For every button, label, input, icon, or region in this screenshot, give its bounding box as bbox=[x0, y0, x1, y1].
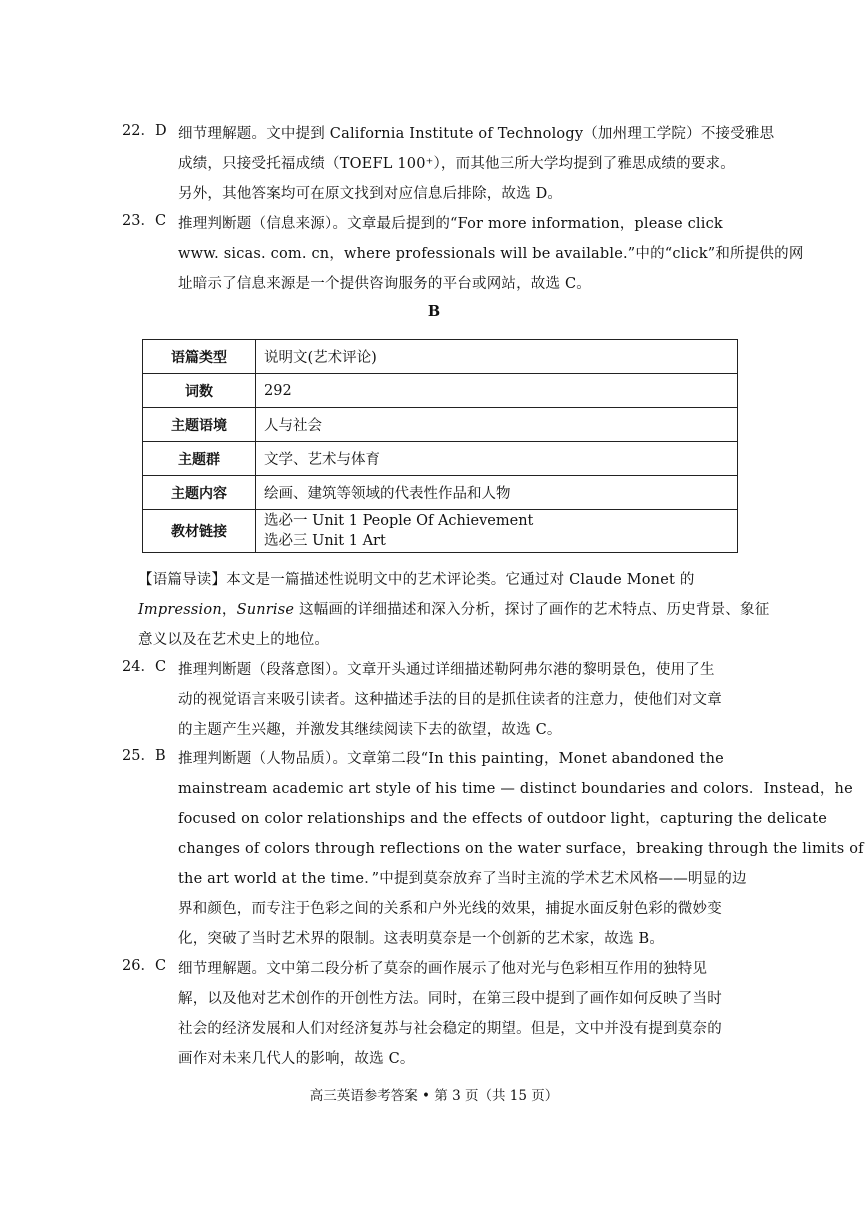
answer-text-line: 推理判断题（人物品质）。文章第二段“In this painting，Monet abandoned the bbox=[178, 751, 724, 767]
table-value-cell: 说明文(艺术评论) bbox=[256, 340, 738, 374]
answer-text-line: focused on color relationships and the effects of outdoor light，capturing the delicate bbox=[178, 811, 828, 827]
table-value-line: 选必三 Unit 1 Art bbox=[264, 533, 386, 549]
answer-text-line: 社会的经济发展和人们对经济复苏与社会稳定的期望。但是，文中并没有提到莫奈的 bbox=[178, 1021, 722, 1037]
answer-number: 24．C bbox=[122, 659, 167, 675]
answer-item-24 bbox=[122, 655, 747, 745]
answer-item-25 bbox=[122, 744, 864, 954]
table-header-cell: 主题群 bbox=[143, 442, 256, 476]
table-value-cell bbox=[256, 510, 738, 553]
passage-guide bbox=[138, 565, 770, 655]
table-value-cell: 292 bbox=[256, 374, 738, 408]
answer-number: 25．B bbox=[122, 748, 166, 764]
table-row bbox=[143, 340, 738, 374]
table-header-cell: 主题内容 bbox=[143, 476, 256, 510]
table-row bbox=[143, 476, 738, 510]
guide-line: 【语篇导读】本文是一篇描述性说明文中的艺术评论类。它通过对 Claude Monet 的 bbox=[138, 572, 695, 588]
guide-italic-title: Impression bbox=[138, 602, 222, 618]
answer-text-line: 画作对未来几代人的影响，故选 C。 bbox=[178, 1051, 415, 1067]
table-header-cell: 主题语境 bbox=[143, 408, 256, 442]
guide-line: 意义以及在艺术史上的地位。 bbox=[138, 632, 330, 648]
answer-item-26 bbox=[122, 954, 747, 1074]
answer-text-line: changes of colors through reflections on the water surface，breaking through the limits of bbox=[178, 841, 864, 857]
table-header-cell: 词数 bbox=[143, 374, 256, 408]
table-row bbox=[143, 510, 738, 553]
section-label: B bbox=[427, 303, 441, 320]
table-header-cell: 语篇类型 bbox=[143, 340, 256, 374]
answer-text-line: 动的视觉语言来吸引读者。这种描述手法的目的是抓住读者的注意力，使他们对文章 bbox=[178, 692, 722, 708]
answer-text-line: 推理判断题（段落意图）。文章开头通过详细描述勒阿弗尔港的黎明景色，使用了生 bbox=[178, 662, 715, 678]
answer-text-line: www. sicas. com. cn，where professionals will be available.”中的“click”和所提供的网 bbox=[178, 246, 804, 262]
answer-item-23 bbox=[122, 209, 804, 299]
answer-number: 26．C bbox=[122, 958, 167, 974]
answer-text-line: 解，以及他对艺术创作的开创性方法。同时，在第三段中提到了画作如何反映了当时 bbox=[178, 991, 722, 1007]
answer-text-line: the art world at the time．”中提到莫奈放弃了当时主流的学术艺术风格——明显的边 bbox=[178, 871, 747, 887]
answer-text-line: mainstream academic art style of his time — distinct boundaries and colors．Instead，he bbox=[178, 781, 853, 797]
answer-text-line: 成绩，只接受托福成绩（TOEFL 100⁺），而其他三所大学均提到了雅思成绩的要求。 bbox=[178, 156, 735, 172]
guide-separator: ， bbox=[221, 602, 237, 618]
answer-item-22 bbox=[122, 119, 775, 209]
table-row bbox=[143, 442, 738, 476]
answer-text-line: 另外，其他答案均可在原文找到对应信息后排除，故选 D。 bbox=[178, 186, 563, 202]
table-row bbox=[143, 408, 738, 442]
answer-text-line: 界和颜色，而专注于色彩之间的关系和户外光线的效果，捕捉水面反射色彩的微妙变 bbox=[178, 901, 722, 917]
answer-number: 23．C bbox=[122, 213, 167, 229]
answer-text-line: 推理判断题（信息来源）。文章最后提到的“For more information，please click bbox=[178, 216, 723, 232]
passage-info-table bbox=[142, 339, 738, 553]
table-value-cell: 文学、艺术与体育 bbox=[256, 442, 738, 476]
guide-italic-title: Sunrise bbox=[236, 602, 295, 618]
guide-text: 这幅画的详细描述和深入分析，探讨了画作的艺术特点、历史背景、象征 bbox=[294, 602, 770, 618]
answer-text-line: 化，突破了当时艺术界的限制。这表明莫奈是一个创新的艺术家，故选 B。 bbox=[178, 931, 665, 947]
answer-text-line: 的主题产生兴趣，并激发其继续阅读下去的欲望，故选 C。 bbox=[178, 722, 562, 738]
answer-number: 22．D bbox=[122, 123, 167, 139]
table-value-line: 选必一 Unit 1 People Of Achievement bbox=[264, 513, 534, 529]
table-row bbox=[143, 374, 738, 408]
guide-line bbox=[138, 595, 770, 625]
table-value-cell: 绘画、建筑等领域的代表性作品和人物 bbox=[256, 476, 738, 510]
answer-text-line: 细节理解题。文中第二段分析了莫奈的画作展示了他对光与色彩相互作用的独特见 bbox=[178, 961, 708, 977]
answer-text-line: 细节理解题。文中提到 California Institute of Technology（加州理工学院）不接受雅思 bbox=[178, 126, 775, 142]
page-footer: 高三英语参考答案 • 第 3 页（共 15 页） bbox=[309, 1088, 559, 1104]
table-header-cell: 教材链接 bbox=[143, 510, 256, 553]
table-value-cell: 人与社会 bbox=[256, 408, 738, 442]
answer-text-line: 址暗示了信息来源是一个提供咨询服务的平台或网站，故选 C。 bbox=[178, 276, 592, 292]
